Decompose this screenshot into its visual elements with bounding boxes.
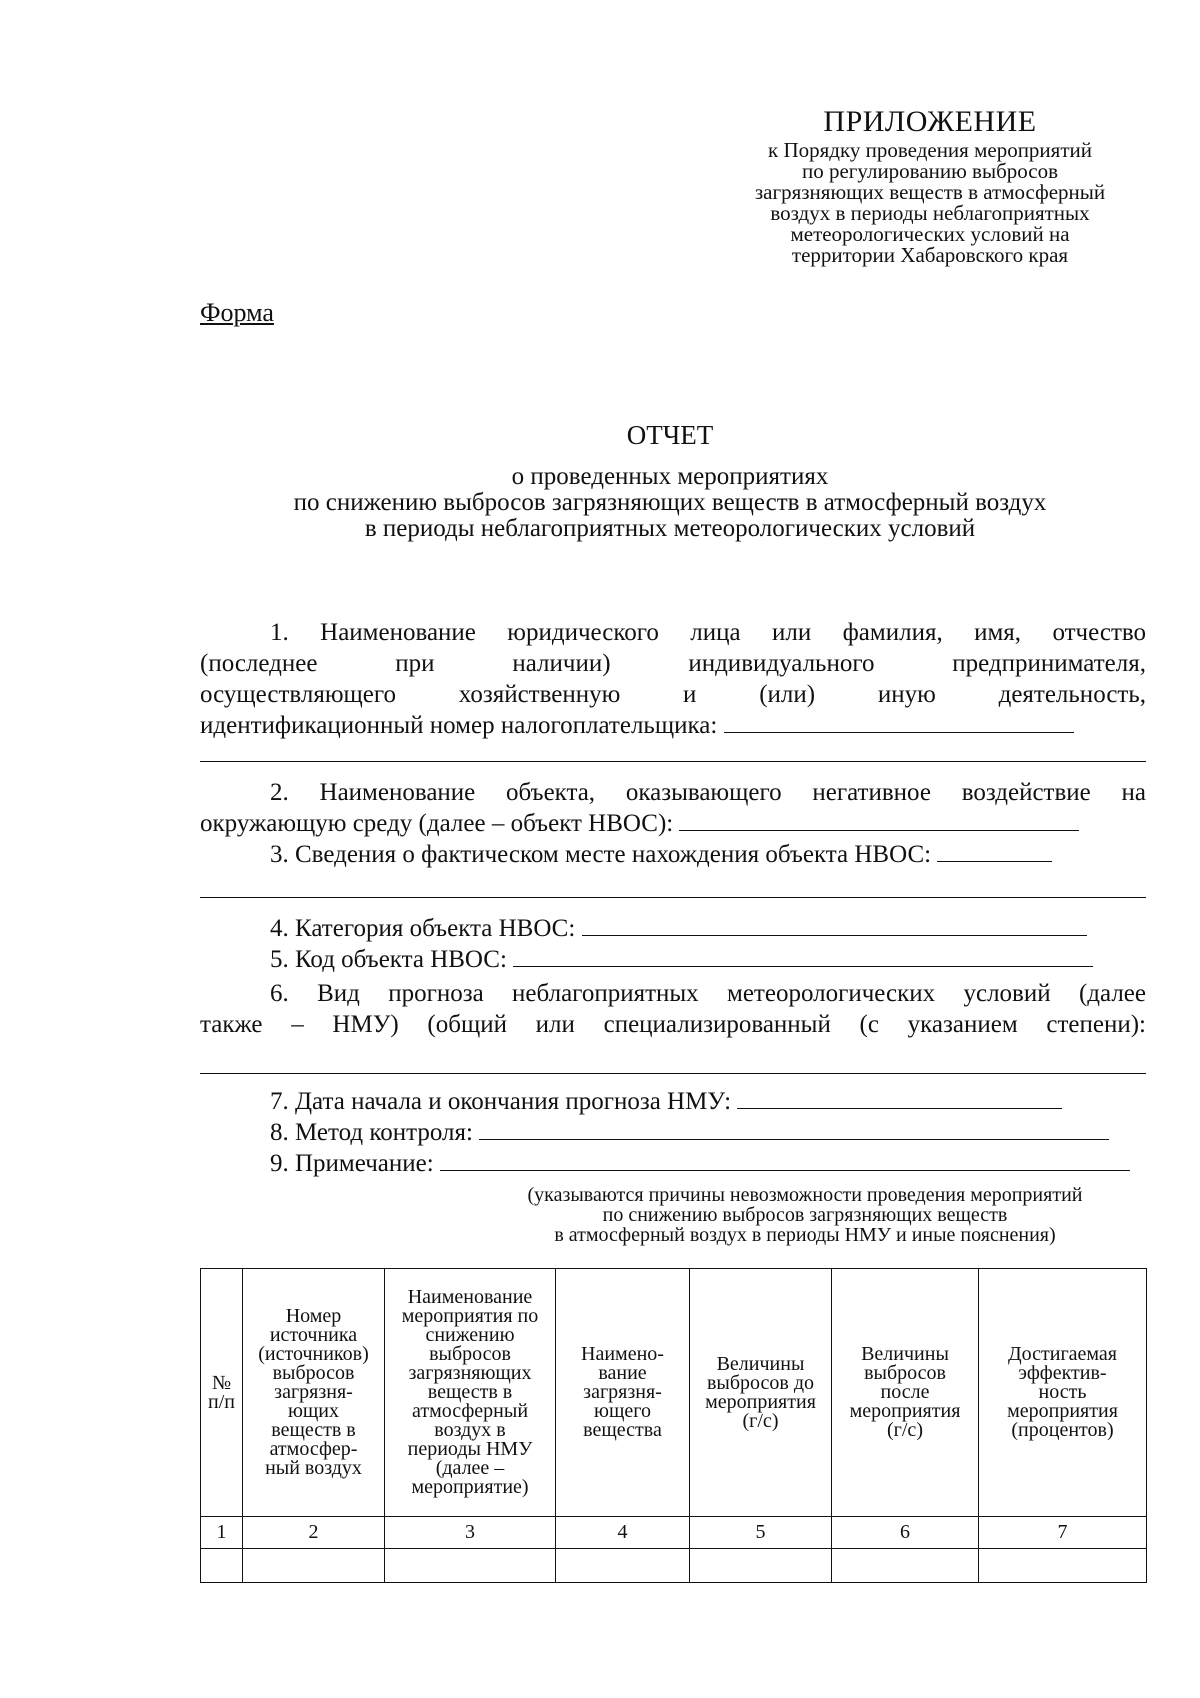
item-3-line bbox=[200, 839, 1146, 870]
table-cell[interactable] bbox=[556, 1549, 690, 1583]
column-number: 3 bbox=[385, 1517, 556, 1549]
form-label: Форма bbox=[200, 298, 274, 327]
header-text: Достигаемая эффектив- ность мероприятия (процентов) bbox=[1007, 1343, 1118, 1441]
item-2-label: окружающую среду (далее – объект НВОС): bbox=[200, 810, 674, 837]
measures-table bbox=[200, 1268, 1147, 1583]
category-fill-line[interactable] bbox=[582, 913, 1087, 936]
column-number: 6 bbox=[832, 1517, 979, 1549]
table-cell[interactable] bbox=[243, 1549, 385, 1583]
item-8-line bbox=[200, 1117, 1146, 1148]
note-caption-line: в атмосферный воздух в периоды НМУ и иные пояснения) bbox=[554, 1224, 1056, 1246]
item-6-line: также – НМУ) (общий или специализированный (с указанием степени): bbox=[200, 1011, 1146, 1038]
header-cell-before bbox=[690, 1269, 832, 1517]
note-fill-line[interactable] bbox=[440, 1148, 1130, 1171]
column-number: 2 bbox=[243, 1517, 385, 1549]
appendix-header bbox=[730, 104, 1130, 266]
report-subtitle-line: о проведенных мероприятиях bbox=[511, 463, 829, 490]
item-6-line: 6. Вид прогноза неблагоприятных метеорологических условий (далее bbox=[270, 980, 1146, 1007]
item-3-label: 3. Сведения о фактическом месте нахождения объекта НВОС: bbox=[270, 841, 932, 868]
table-header-row bbox=[201, 1269, 1147, 1517]
location-fill-line[interactable] bbox=[937, 839, 1052, 862]
item-1-line: (последнее при наличии) индивидуального предпринимателя, bbox=[200, 650, 1146, 677]
item-6 bbox=[200, 978, 1146, 1040]
item-1-line: осуществляющего хозяйственную и (или) иную деятельность, bbox=[200, 681, 1146, 708]
items-7-9 bbox=[200, 1086, 1146, 1179]
column-number: 4 bbox=[556, 1517, 690, 1549]
header-cell-substance bbox=[556, 1269, 690, 1517]
code-fill-line[interactable] bbox=[513, 944, 1093, 967]
report-subtitle-line: по снижению выбросов загрязняющих веществ в атмосферный воздух bbox=[293, 489, 1047, 516]
appendix-line: метеорологических условий на bbox=[790, 222, 1070, 246]
appendix-line: воздух в периоды неблагоприятных bbox=[770, 201, 1090, 225]
item-8-label: 8. Метод контроля: bbox=[270, 1119, 473, 1146]
appendix-line: по регулированию выбросов bbox=[801, 159, 1059, 183]
header-cell-number bbox=[201, 1269, 243, 1517]
table-cell[interactable] bbox=[979, 1549, 1147, 1583]
header-cell-measure bbox=[385, 1269, 556, 1517]
table-row bbox=[201, 1549, 1147, 1583]
header-cell-source bbox=[243, 1269, 385, 1517]
header-cell-efficiency bbox=[979, 1269, 1147, 1517]
item-1-inn-label: идентификационный номер налогоплательщика: bbox=[200, 712, 718, 739]
location-fill-line-2[interactable] bbox=[200, 896, 1146, 898]
report-subtitle-line: в периоды неблагоприятных метеорологических условий bbox=[364, 515, 976, 542]
column-number: 7 bbox=[979, 1517, 1147, 1549]
header-text: Наимено- вание загрязня- ющего вещества bbox=[581, 1343, 664, 1441]
table-cell[interactable] bbox=[690, 1549, 832, 1583]
item-1-line-inn bbox=[200, 710, 1146, 741]
header-text: Величины выбросов до мероприятия (г/с) bbox=[705, 1352, 816, 1432]
column-number: 5 bbox=[690, 1517, 832, 1549]
method-fill-line[interactable] bbox=[479, 1117, 1109, 1140]
table-cell[interactable] bbox=[385, 1549, 556, 1583]
item-4-label: 4. Категория объекта НВОС: bbox=[270, 915, 576, 942]
item-2 bbox=[200, 777, 1146, 870]
appendix-line: территории Хабаровского края bbox=[791, 243, 1069, 267]
appendix-line: к Порядку проведения мероприятий bbox=[768, 138, 1092, 162]
item-2-line bbox=[200, 808, 1146, 839]
report-subtitle bbox=[200, 464, 1140, 542]
appendix-line: загрязняющих веществ в атмосферный bbox=[754, 180, 1106, 204]
table-cell[interactable] bbox=[832, 1549, 979, 1583]
header-text: Величины выбросов после мероприятия (г/с) bbox=[849, 1343, 961, 1441]
header-text: Номер источника (источников) выбросов загрязня- ющих веществ в атмосфер- ный воздух bbox=[258, 1305, 369, 1479]
object-name-fill-line[interactable] bbox=[679, 808, 1079, 831]
inn-fill-line-2[interactable] bbox=[200, 760, 1146, 762]
item-5-label: 5. Код объекта НВОС: bbox=[270, 946, 507, 973]
header-text: № п/п bbox=[208, 1371, 235, 1413]
forecast-fill-line[interactable] bbox=[200, 1072, 1146, 1074]
note-caption-line: (указываются причины невозможности проведения мероприятий bbox=[527, 1184, 1083, 1206]
inn-fill-line[interactable] bbox=[724, 710, 1074, 733]
item-4-line bbox=[200, 913, 1146, 944]
table-number-row bbox=[201, 1517, 1147, 1549]
item-5-line bbox=[200, 944, 1146, 975]
column-number: 1 bbox=[201, 1517, 243, 1549]
note-caption bbox=[460, 1185, 1150, 1245]
report-title: ОТЧЕТ bbox=[626, 420, 714, 450]
item-7-line bbox=[200, 1086, 1146, 1117]
header-text: Наименование мероприятия по снижению выбросов загрязняющих веществ в атмосферный воздух в периоды НМУ (далее – мероприятие) bbox=[401, 1286, 539, 1498]
appendix-title: ПРИЛОЖЕНИЕ bbox=[823, 105, 1037, 138]
dates-fill-line[interactable] bbox=[737, 1086, 1062, 1109]
note-caption-line: по снижению выбросов загрязняющих веществ bbox=[602, 1204, 1008, 1226]
item-7-label: 7. Дата начала и окончания прогноза НМУ: bbox=[270, 1088, 732, 1115]
items-4-5 bbox=[200, 913, 1146, 975]
item-9-line bbox=[200, 1148, 1146, 1179]
table-cell[interactable] bbox=[201, 1549, 243, 1583]
item-9-label: 9. Примечание: bbox=[270, 1150, 434, 1177]
item-1 bbox=[200, 617, 1146, 741]
item-1-line: 1. Наименование юридического лица или фамилия, имя, отчество bbox=[270, 619, 1146, 646]
header-cell-after bbox=[832, 1269, 979, 1517]
item-2-line: 2. Наименование объекта, оказывающего негативное воздействие на bbox=[270, 779, 1146, 806]
